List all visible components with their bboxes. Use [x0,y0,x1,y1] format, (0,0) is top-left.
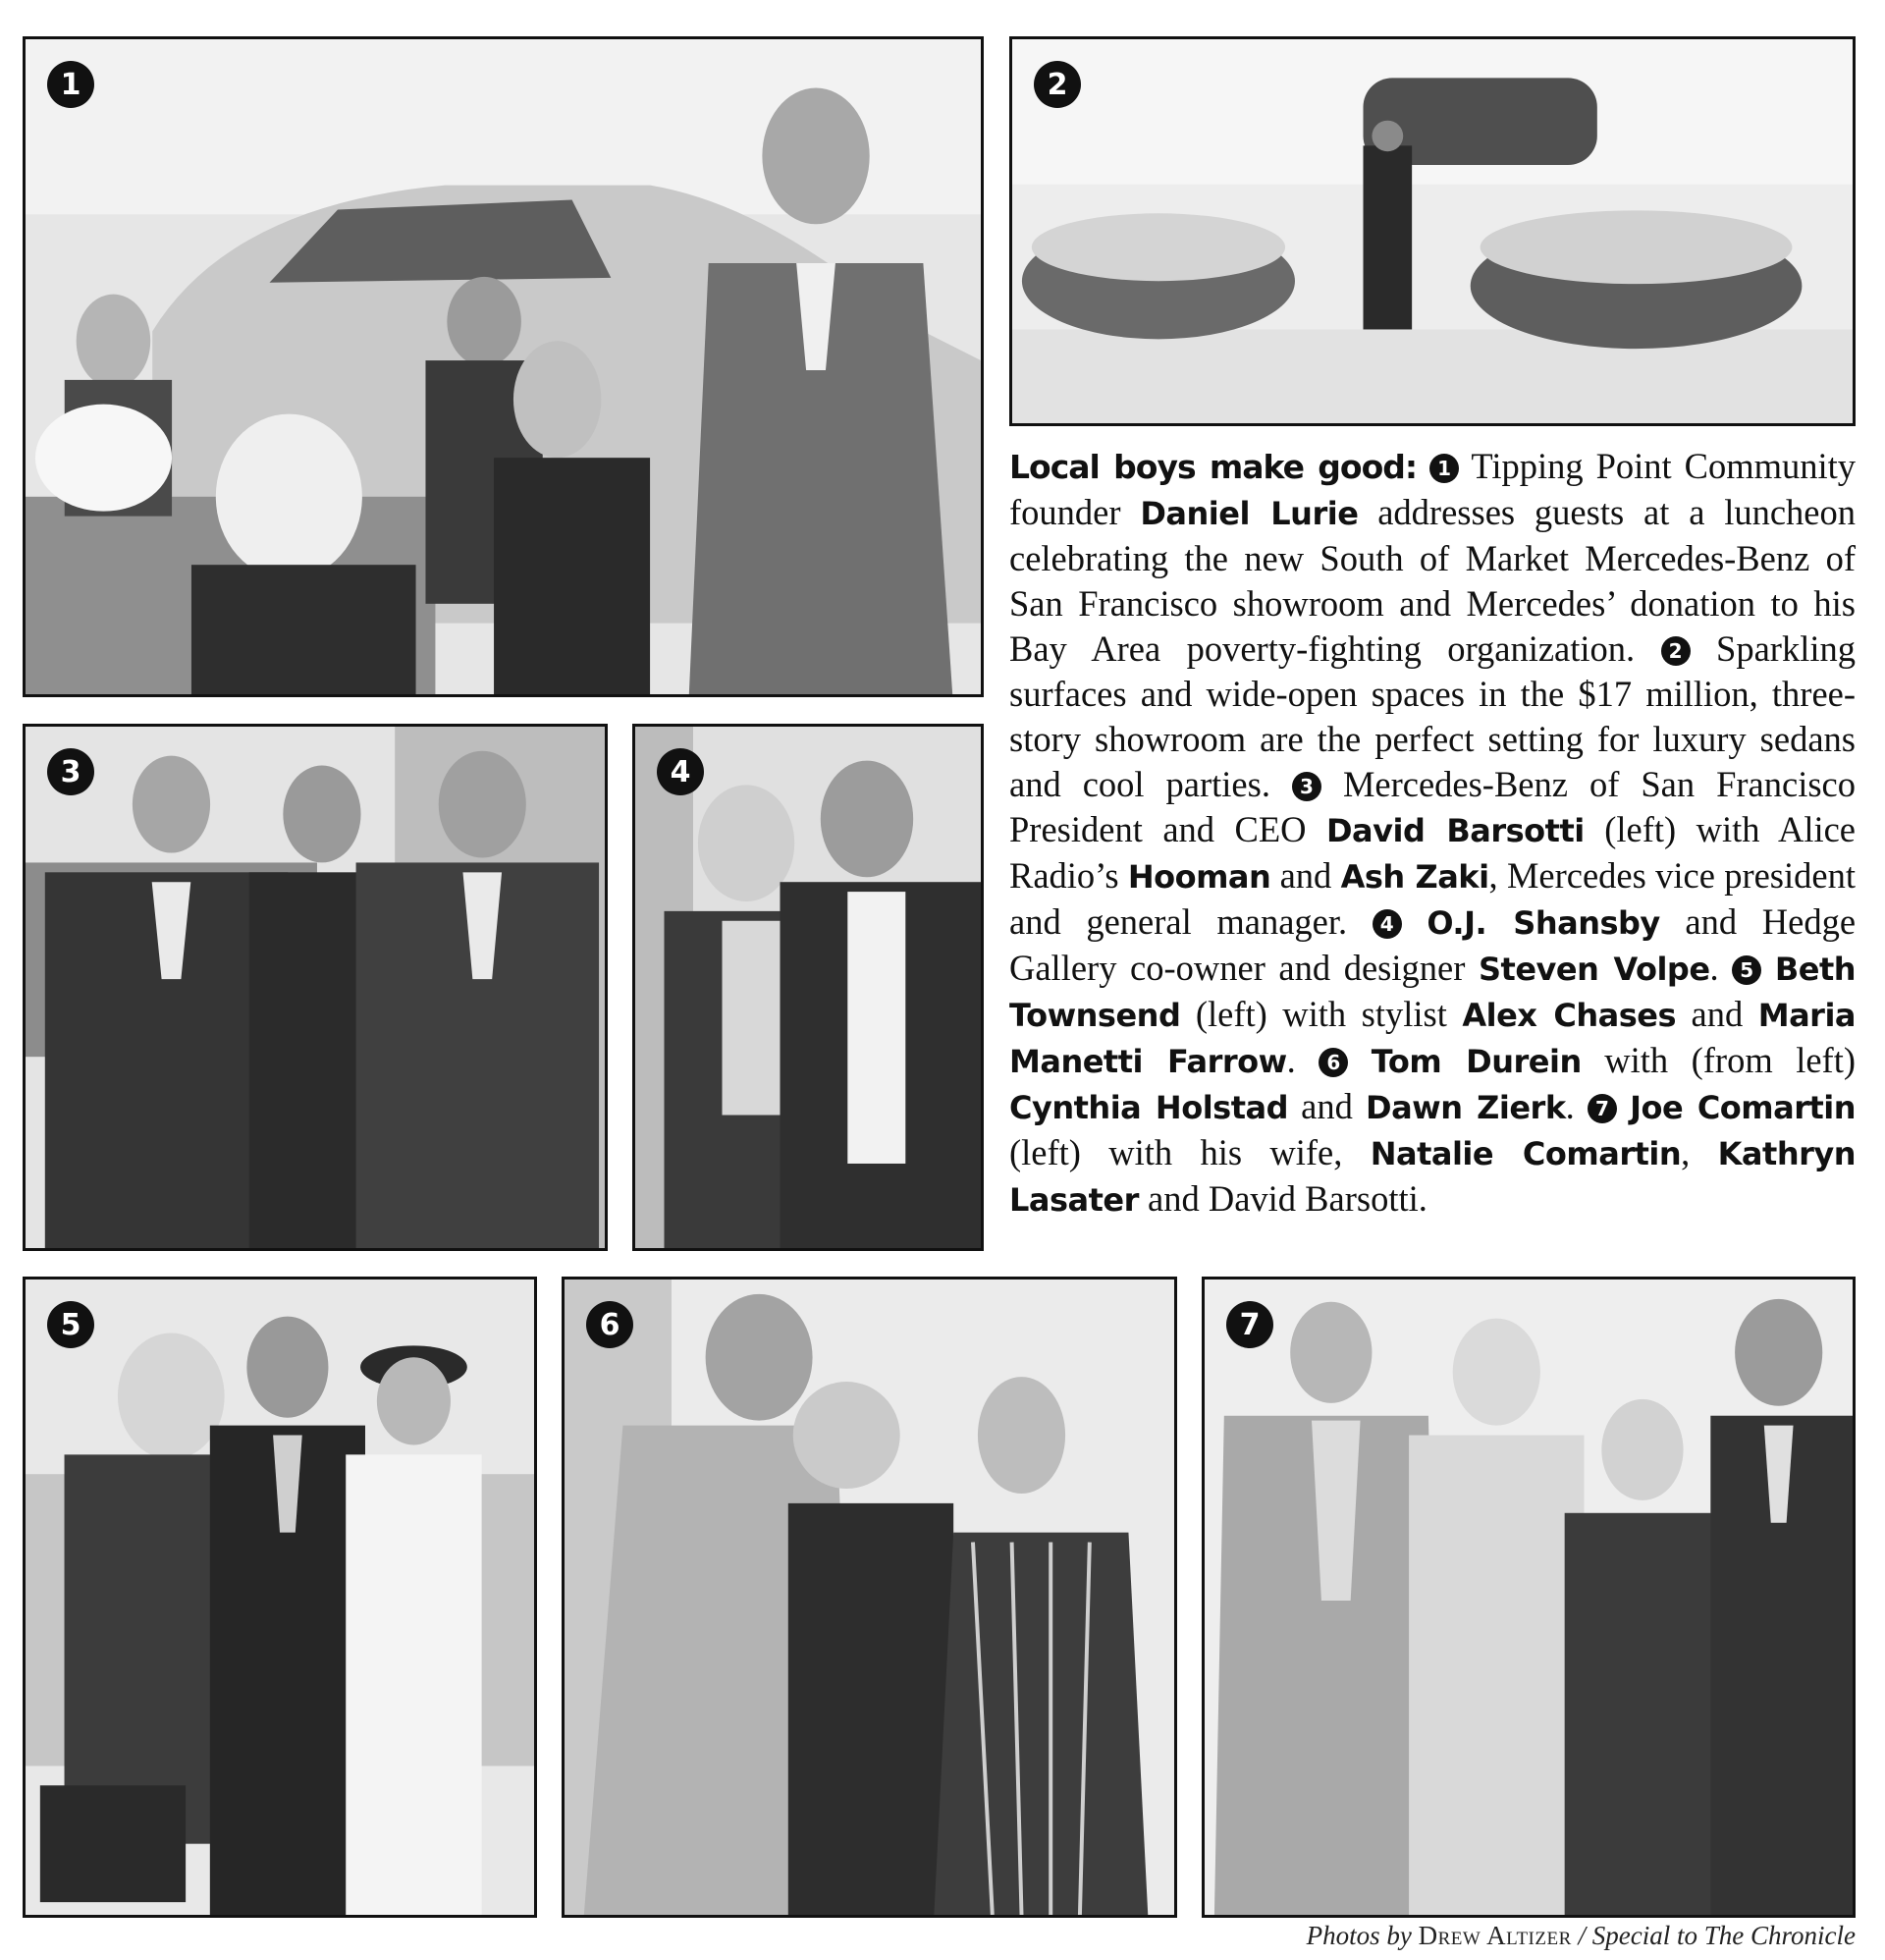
caption-text: . [1286,1040,1320,1080]
photo-5 [23,1277,537,1918]
caption-headline: Local boys make good: [1009,448,1418,486]
photo-credit [1307,1921,1856,1951]
caption-text: Sparkling surfaces and wide-open spaces in the $17 million, three-story showroom are the perfect setting for luxury sedans and cool parties. [1009,628,1856,804]
caption-text: and David Barsotti. [1138,1178,1427,1219]
credit-suffix: / Special to The Chronicle [1578,1921,1856,1950]
caption-text: (left) with Alice Radio’s [1009,809,1857,896]
photo-1-number: 1 [47,61,94,108]
caption-text [1761,948,1775,988]
photo-3-image [26,727,605,1248]
caption-text: (left) with stylist [1180,994,1463,1034]
credit-prefix: Photos by [1306,1921,1412,1950]
caption-photo-number: 4 [1373,909,1402,939]
caption-person-name: David Barsotti [1325,812,1585,849]
caption-text: . [1709,948,1733,988]
caption-text: Tipping Point Community founder [1009,446,1857,532]
photo-2-image [1012,39,1853,423]
caption-text [1402,901,1427,942]
caption-person-name: Cynthia Holstad [1009,1089,1289,1126]
caption-text [1348,1040,1371,1080]
caption-person-name: Steven Volpe [1478,951,1710,988]
caption-person-name: Ash Zaki [1340,858,1489,896]
caption-person-name: Alex Chases [1462,997,1677,1034]
photo-3 [23,724,608,1251]
caption-text: and [1288,1086,1367,1126]
photo-2 [1009,36,1856,426]
photo-7-image [1205,1279,1853,1915]
photo-caption [1009,444,1856,1223]
caption-text: and Hedge Gallery co-owner and designer [1009,901,1857,988]
caption-person-name: Maria Manetti Farrow [1009,997,1857,1080]
caption-photo-number: 5 [1732,955,1761,985]
caption-person-name: O.J. Shansby [1427,904,1660,942]
caption-text: and [1676,994,1758,1034]
caption-person-name: Joe Comartin [1630,1089,1857,1126]
photo-4-image [635,727,981,1248]
caption-person-name: Tom Durein [1371,1043,1582,1080]
photo-7 [1202,1277,1856,1918]
photo-6 [562,1277,1177,1918]
caption-text: (left) with his wife, [1009,1132,1371,1172]
caption-person-name: Natalie Comartin [1370,1135,1682,1172]
caption-text: , [1681,1132,1718,1172]
credit-photographer: Drew Altizer [1418,1921,1572,1950]
photo-1 [23,36,984,697]
photo-2-number: 2 [1034,61,1081,108]
photo-6-number: 6 [586,1301,633,1348]
caption-person-name: Kathryn Lasater [1009,1135,1857,1219]
caption-person-name: Dawn Zierk [1366,1089,1566,1126]
caption-photo-number: 7 [1588,1094,1617,1123]
caption-body [1009,446,1856,1219]
caption-person-name: Daniel Lurie [1140,495,1359,532]
caption-text: and [1270,855,1341,896]
photo-7-number: 7 [1226,1301,1273,1348]
photo-5-number: 5 [47,1301,94,1348]
photo-6-image [565,1279,1174,1915]
caption-person-name: Beth Townsend [1009,951,1857,1034]
photo-5-image [26,1279,534,1915]
photo-1-image [26,39,981,694]
caption-text: addresses guests at a luncheon celebrating the new South of Market Mercedes-Benz of San Francisco showroom and Mercedes’ donation to his Bay Area poverty-fighting organization. [1009,492,1857,669]
photo-4 [632,724,984,1251]
caption-photo-number: 3 [1292,772,1321,801]
caption-photo-number: 6 [1319,1048,1348,1077]
caption-text: Mercedes-Benz of San Francisco President and CEO [1009,764,1856,849]
caption-photo-number: 1 [1429,454,1459,483]
caption-text [1617,1086,1630,1126]
caption-photo-number: 2 [1661,636,1691,666]
caption-text: with (from left) [1581,1040,1856,1080]
caption-person-name: Hooman [1127,858,1271,896]
photo-3-number: 3 [47,748,94,795]
photo-4-number: 4 [657,748,704,795]
caption-text: , Mercedes vice president and general manager. [1009,855,1856,942]
caption-text: . [1565,1086,1588,1126]
